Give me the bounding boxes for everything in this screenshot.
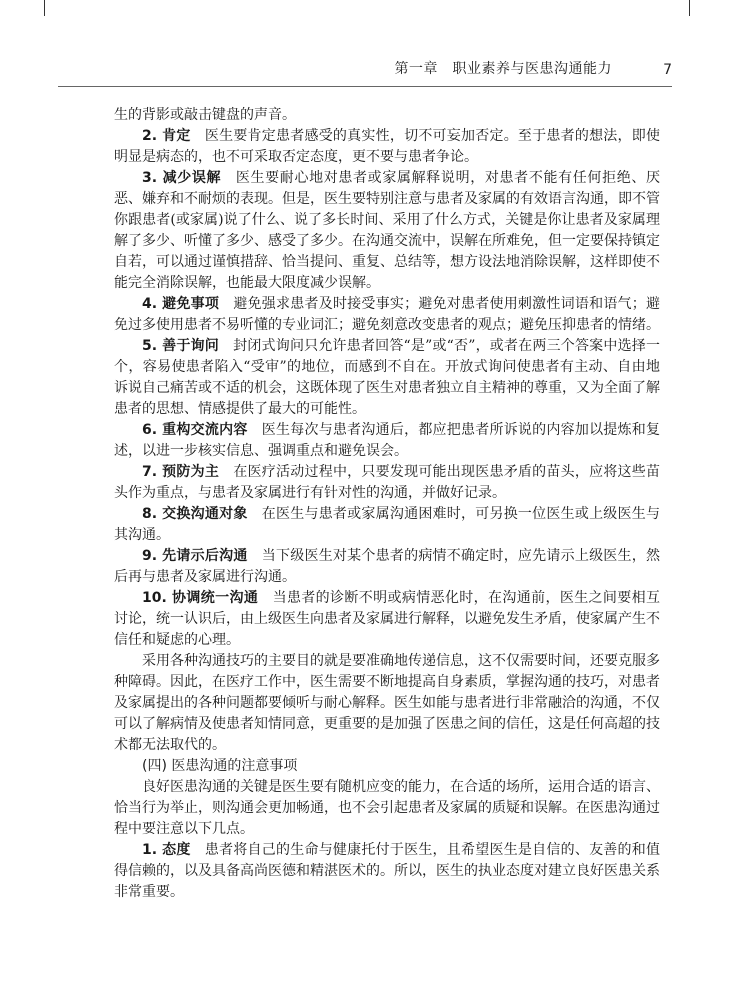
paragraph-term: 6. 重构交流内容 (142, 422, 248, 438)
paragraph (114, 840, 660, 903)
paragraph-text: 医生每次与患者沟通后，都应把患者所诉说的内容加以提炼和复述，以进一步核实信息、强调重点和避免误会。 (114, 422, 660, 459)
paragraph-text: 避免强求患者及时接受事实；避免对患者使用刺激性词语和语气；避免过多使用患者不易听懂的专业词汇；避免刻意改变患者的观点；避免压抑患者的情绪。 (114, 296, 661, 333)
paragraph (114, 420, 660, 462)
section-heading: (四) 医患沟通的注意事项 (142, 758, 298, 774)
paragraph-term: 9. 先请示后沟通 (142, 548, 248, 564)
paragraph-text: 封闭式询问只允许患者回答“是”或“否”，或者在两三个答案中选择一个，容易使患者陷入“受审”的地位，而感到不自在。开放式询问使患者有主动、自由地诉说自己痛苦或不适的机会，这既体现了医生对患者独立自主精神的尊重，又为全面了解患者的思想、情感提供了最大的可能性。 (114, 338, 660, 417)
paragraph-text: 在医疗活动过程中，只要发现可能出现医患矛盾的苗头，应将这些苗头作为重点，与患者及家属进行有针对性的沟通，并做好记录。 (114, 464, 661, 501)
paragraph (114, 546, 660, 588)
paragraph (114, 504, 660, 546)
paragraph (114, 588, 660, 651)
paragraph-term: 5. 善于询问 (142, 338, 219, 354)
paragraph-term: 2. 肯定 (142, 128, 191, 144)
paragraph-text: 生的背影或敲击键盘的声音。 (114, 107, 296, 123)
paragraph-text: 医生要肯定患者感受的真实性，切不可妄加否定。至于患者的想法，即使明显是病态的，也不可采取否定态度，更不要与患者争论。 (114, 128, 660, 165)
paragraph-term: 7. 预防为主 (142, 464, 220, 480)
paragraph-text: 医生要耐心地对患者或家属解释说明，对患者不能有任何拒绝、厌恶、嫌弃和不耐烦的表现。但是，医生要特别注意与患者及家属的有效语言沟通，即不管你跟患者(或家属)说了什么、说了多长时间、采用了什么方式，关键是你让患者及家属理解了多少、听懂了多少、感受了多少。在沟通交流中，误解在所难免，但一定要保持镇定自若，可以通过谨慎措辞、恰当提问、重复、总结等，想方设法地消除误解，这样即使不能完全消除误解，也能最大限度减少误解。 (114, 170, 661, 291)
paragraph (114, 336, 660, 420)
paragraph-term: 3. 减少误解 (142, 170, 222, 186)
paragraph (114, 651, 660, 756)
paragraph-text: 在医生与患者或家属沟通困难时，可另换一位医生或上级医生与其沟通。 (114, 506, 660, 543)
paragraph (114, 126, 660, 168)
body-text (114, 105, 660, 903)
page-number: 7 (663, 62, 672, 78)
paragraph-group (114, 777, 660, 903)
crop-mark-right (689, 0, 690, 16)
chapter-title: 第一章 职业素养与医患沟通能力 (394, 61, 612, 77)
paragraph-text: 当患者的诊断不明或病情恶化时，在沟通前，医生之间要相互讨论，统一认识后，由上级医生向患者及家属进行解释，以避免发生矛盾，使家属产生不信任和疑虑的心理。 (114, 590, 661, 648)
crop-mark-left (44, 0, 45, 16)
paragraph-term: 4. 避免事项 (142, 296, 220, 312)
paragraph-text: 良好医患沟通的关键是医生要有随机应变的能力，在合适的场所，运用合适的语言、恰当行为举止，则沟通会更加畅通，也不会引起患者及家属的质疑和误解。在医患沟通过程中要注意以下几点。 (114, 779, 660, 837)
paragraph (114, 294, 660, 336)
paragraph-term: 1. 态度 (142, 842, 191, 858)
paragraph (114, 777, 660, 840)
paragraph-text: 当下级医生对某个患者的病情不确定时，应先请示上级医生，然后再与患者及家属进行沟通。 (114, 548, 660, 585)
running-header (58, 52, 672, 87)
paragraph-term: 10. 协调统一沟通 (142, 590, 259, 606)
paragraph (114, 462, 660, 504)
paragraph (114, 105, 660, 126)
paragraph-text: 采用各种沟通技巧的主要目的就是要准确地传递信息，这不仅需要时间，还要克服多种障碍。因此，在医疗工作中，医生需要不断地提高自身素质，掌握沟通的技巧，对患者及家属提出的各种问题都要倾听与耐心解释。医生如能与患者进行非常融洽的沟通，不仅可以了解病情及使患者知情同意，更重要的是加强了医患之间的信任，这是任何高超的技术都无法取代的。 (114, 653, 660, 753)
paragraph-text: 患者将自己的生命与健康托付于医生，且希望医生是自信的、友善的和值得信赖的，以及具备高尚医德和精湛医术的。所以，医生的执业态度对建立良好医患关系非常重要。 (114, 842, 660, 900)
paragraph-term: 8. 交换沟通对象 (142, 506, 248, 522)
paragraph (114, 168, 660, 294)
paragraph-group (114, 105, 660, 756)
